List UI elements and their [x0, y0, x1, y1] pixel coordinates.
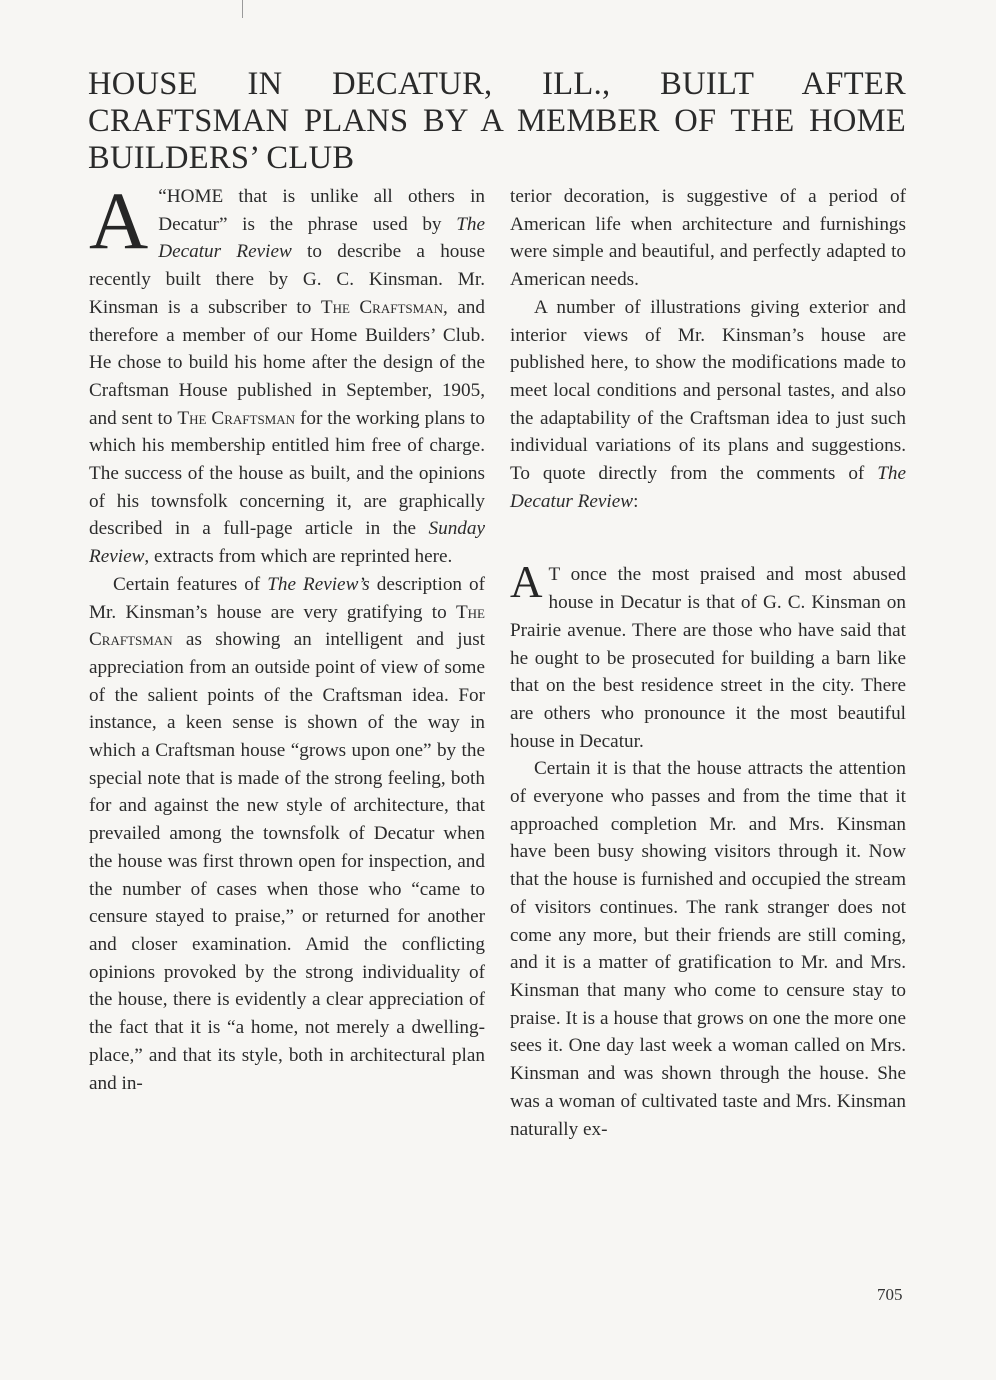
- margin-pencil-mark: [242, 0, 243, 18]
- magazine-name: The Craftsman: [89, 601, 485, 651]
- text-run: , and therefore a member of our Home Builders’ Club. He chose to build his home after the design of the Craftsman House published in September, 1905, and sent to: [89, 296, 485, 429]
- publication-title: Sunday Review: [89, 518, 485, 568]
- text-run: to describe a house recently built there by G. C. Kinsman. Mr. Kinsman is a subscriber to: [89, 241, 485, 318]
- text-run: :: [633, 490, 639, 512]
- body-paragraph: terior decoration, is suggestive of a period of American life when architecture and furnishings were simple and beautiful, and perfectly adapted to American needs.: [510, 186, 906, 291]
- drop-cap: A: [89, 175, 149, 266]
- magazine-name: The Craftsman: [320, 296, 443, 318]
- quote-spacer: [510, 515, 906, 561]
- body-paragraph: [89, 571, 485, 1097]
- publication-title: The Decatur Review: [158, 213, 485, 263]
- intro-paragraph: [89, 175, 485, 571]
- text-run: as showing an intelligent and just appreciation from an outside point of view of some of the salient points of the Craftsman idea. For instance, a keen sense is shown of the way in which a Craftsman house “grows upon one” by the special note that is made of the strong feeling, both for and against the new style of architecture, that prevailed among the townsfolk of Decatur when the house was first thrown open for inspection, and the number of cases when those who “came to censure stayed to praise,” or returned for another and closer examination. Amid the conflicting opinions provoked by the strong individuality of the house, there is evidently a clear appreciation of the fact that it is “a home, not merely a dwelling-place,” and that its style, both in architectural plan and in-: [89, 629, 485, 1094]
- text-run: “HOME that is unlike all others in Decatur” is the phrase used by: [158, 186, 485, 235]
- text-run: T once the most praised and most abused house in Decatur is that of G. C. Kinsman on Prairie avenue. There are those who have said that he ought to be prosecuted for building a barn like that on the best residence street in the city. There are others who pronounce it the most beautiful house in Decatur.: [510, 564, 906, 752]
- left-column: [89, 175, 485, 1097]
- publication-title: The Review’s: [267, 573, 370, 595]
- body-paragraph: [510, 294, 906, 516]
- right-column: [510, 183, 906, 1143]
- page-number: 705: [877, 1285, 903, 1304]
- magazine-name: The Craftsman: [177, 407, 296, 429]
- drop-cap: A: [510, 557, 543, 608]
- quoted-paragraph: [510, 557, 906, 755]
- quoted-paragraph: Certain it is that the house attracts the attention of everyone who passes and from the time that it approached completion Mr. and Mrs. Kinsman have been busy showing visitors through it. Now that the house is furnished and occupied the stream of visitors continues. The rank stranger does not come any more, but their friends are still coming, and it is a matter of gratification to Mr. and Mrs. Kinsman that many who come to censure stay to praise. It is a house that grows on one the more one sees it. One day last week a woman called on Mrs. Kinsman and was shown through the house. She was a woman of cultivated taste and Mrs. Kinsman naturally ex-: [510, 758, 906, 1140]
- text-run: description of Mr. Kinsman’s house are very gratifying to: [89, 573, 485, 623]
- publication-title: The Decatur Review: [510, 463, 906, 512]
- article-title: HOUSE IN DECATUR, ILL., BUILT AFTER CRAFTSMAN PLANS BY A MEMBER OF THE HOME BUILDERS’ CLUB: [88, 66, 906, 176]
- text-run: for the working plans to which his membership entitled him free of charge. The success of the house as built, and the opinions of his townsfolk concerning it, are graphically described in a full-page article in the: [89, 407, 485, 540]
- text-run: Certain features of: [113, 573, 268, 595]
- text-run: , extracts from which are reprinted here.: [144, 546, 453, 568]
- text-run: A number of illustrations giving exterior and interior views of Mr. Kinsman’s house are published here, to show the modifications made to meet local conditions and personal tastes, and also the adaptability of the Craftsman idea to just such individual variations of its plans and suggestions. To quote directly from the comments of: [510, 296, 906, 485]
